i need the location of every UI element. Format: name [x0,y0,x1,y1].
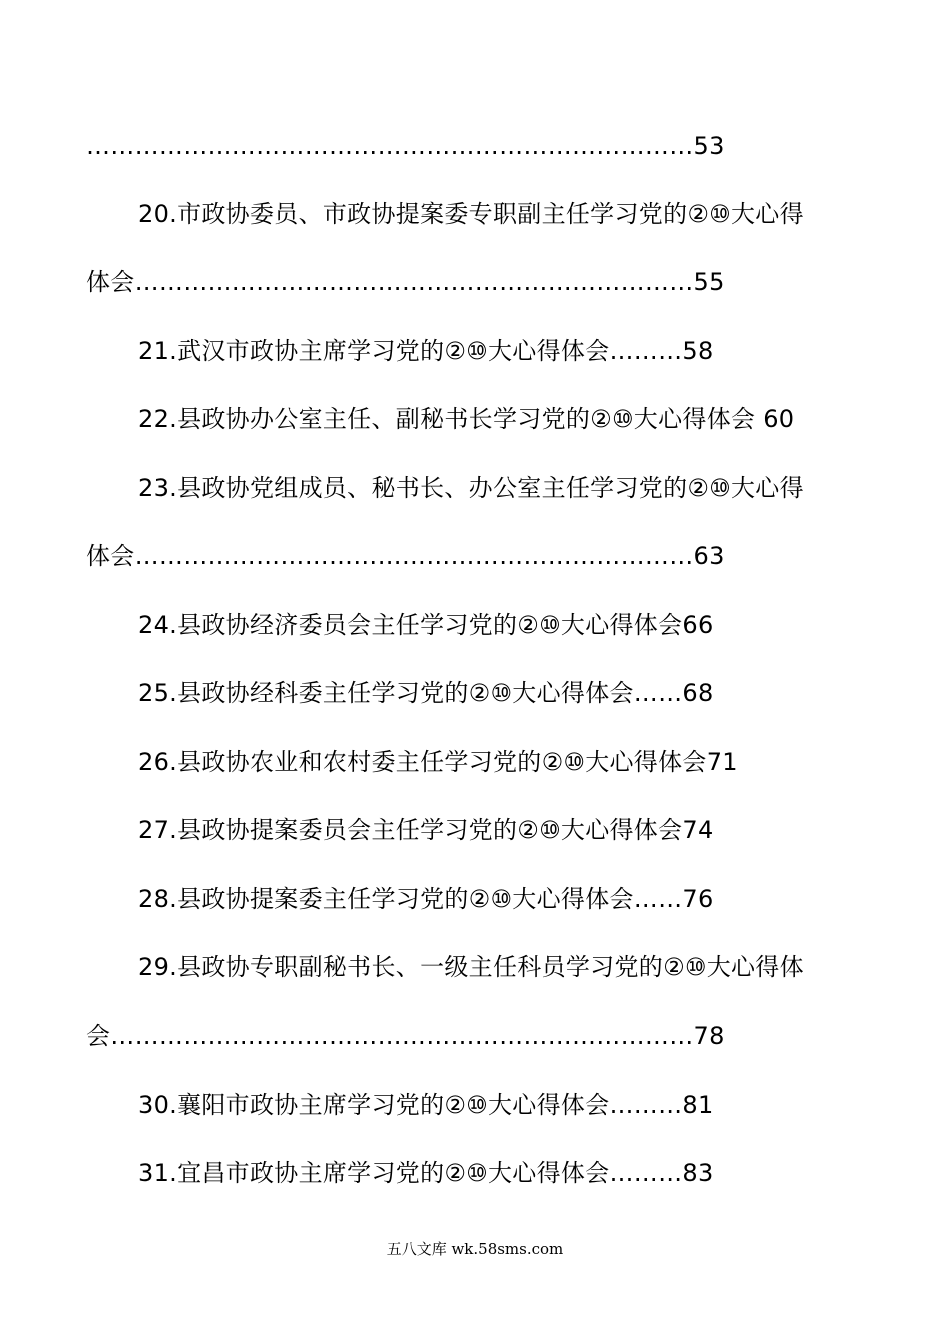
toc-entry-20[interactable]: 20.市政协委员、市政协提案委专职副主任学习党的②⑩大心得 [138,200,804,228]
toc-entry-23-continuation[interactable]: 体会……………………………………………………………63 [86,542,725,570]
toc-entry-28[interactable]: 28.县政协提案委主任学习党的②⑩大心得体会……76 [138,885,714,913]
toc-entry-29-continuation[interactable]: 会………………………………………………………………78 [86,1022,725,1050]
toc-entry-30[interactable]: 30.襄阳市政协主席学习党的②⑩大心得体会………81 [138,1091,714,1119]
toc-entry-31[interactable]: 31.宜昌市政协主席学习党的②⑩大心得体会………83 [138,1159,714,1187]
toc-entry-21[interactable]: 21.武汉市政协主席学习党的②⑩大心得体会………58 [138,337,714,365]
toc-entry-27[interactable]: 27.县政协提案委员会主任学习党的②⑩大心得体会74 [138,816,714,844]
toc-entry-25[interactable]: 25.县政协经科委主任学习党的②⑩大心得体会……68 [138,679,714,707]
toc-entry-23[interactable]: 23.县政协党组成员、秘书长、办公室主任学习党的②⑩大心得 [138,474,804,502]
toc-entry-26[interactable]: 26.县政协农业和农村委主任学习党的②⑩大心得体会71 [138,748,738,776]
toc-entry-29[interactable]: 29.县政协专职副秘书长、一级主任科员学习党的②⑩大心得体 [138,953,804,981]
page-footer-watermark: 五八文库 wk.58sms.com [386,1240,564,1258]
toc-entry-22[interactable]: 22.县政协办公室主任、副秘书长学习党的②⑩大心得体会 60 [138,405,795,433]
toc-entry-24[interactable]: 24.县政协经济委员会主任学习党的②⑩大心得体会66 [138,611,714,639]
toc-line-continuation[interactable]: …………………………………………………………………53 [86,132,725,160]
toc-entry-20-continuation[interactable]: 体会……………………………………………………………55 [86,268,725,296]
